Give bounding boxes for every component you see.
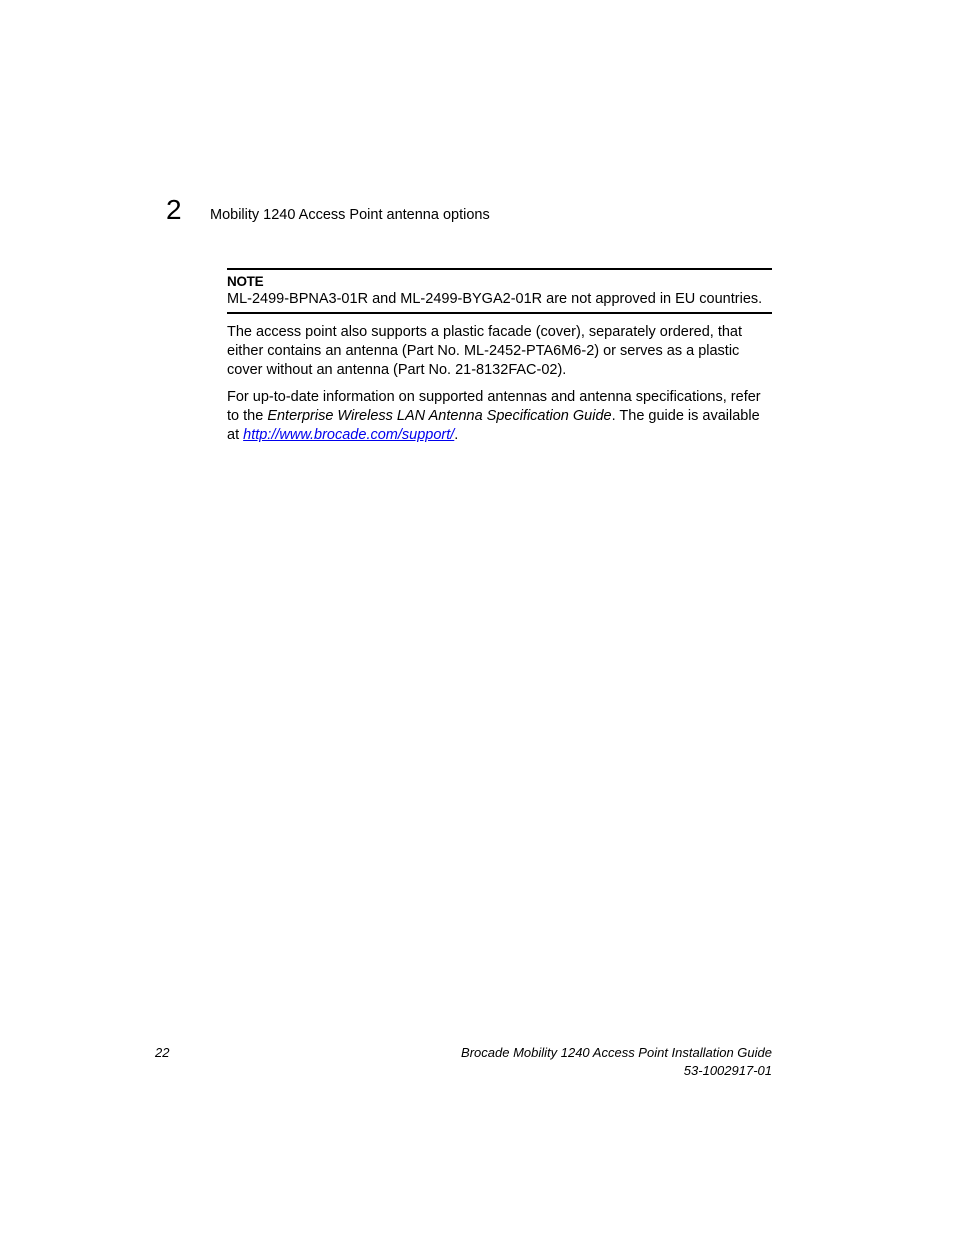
paragraph-text: . The guide is available at — [227, 408, 760, 443]
paragraph-antenna-info — [227, 388, 775, 445]
paragraph-facade: The access point also supports a plastic facade (cover), separately ordered, that either contains an antenna (Part No. ML-2452-PTA6M6-2) or serves as a plastic cover without an antenna (Part No. 21-8132FAC-02). — [227, 324, 743, 378]
paragraph-text: For up-to-date information on supported antennas and antenna specifications, refer to the — [227, 389, 761, 424]
guide-title: Enterprise Wireless LAN Antenna Specification Guide — [267, 408, 612, 424]
note-label: NOTE — [227, 274, 264, 289]
support-link[interactable]: http://www.brocade.com/support/ — [243, 427, 455, 443]
paragraph-text: . — [454, 427, 459, 443]
running-title: Mobility 1240 Access Point antenna options — [210, 207, 490, 223]
doc-title: Brocade Mobility 1240 Access Point Installation Guide — [461, 1045, 772, 1060]
doc-number: 53-1002917-01 — [683, 1063, 772, 1078]
chapter-number: 2 — [166, 194, 182, 225]
footer-doc-info — [461, 1044, 772, 1080]
note-box — [227, 268, 772, 314]
note-text: ML-2499-BPNA3-01R and ML-2499-BYGA2-01R are not approved in EU countries. — [227, 291, 763, 307]
page-number: 22 — [155, 1045, 170, 1060]
